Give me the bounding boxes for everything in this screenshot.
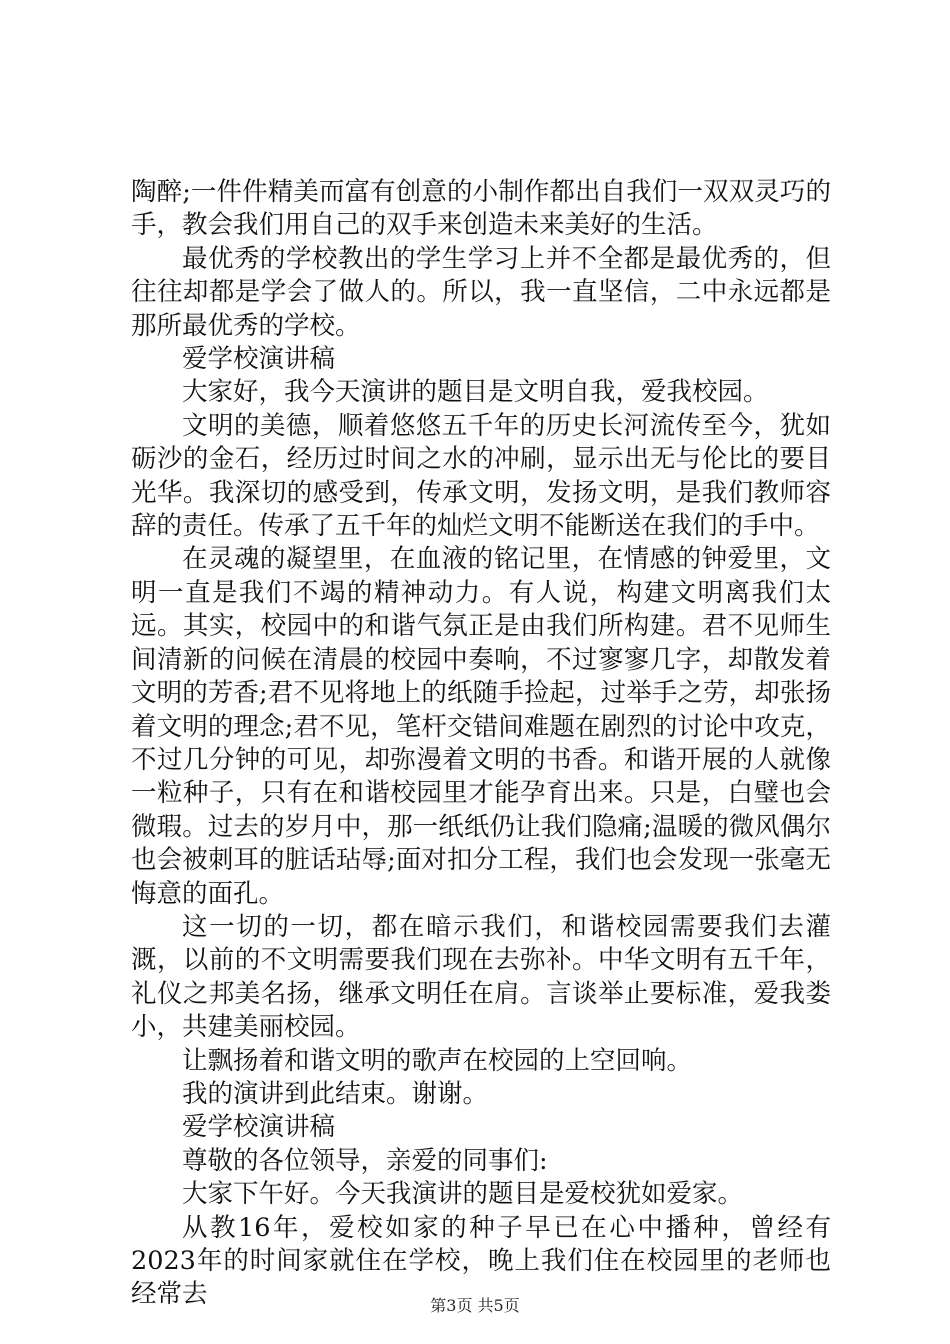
section-title-1: 爱学校演讲稿 [182,344,336,375]
paragraph-11: 从教16年，爱校如家的种子早已在心中播种，曾经有2023年的时间家就住在学校，晚上我们住在校园里的老师也经常去 [131,1212,831,1310]
paragraph-3: 大家好，我今天演讲的题目是文明自我，爱我校园。 [182,377,769,408]
paragraph-8: 我的演讲到此结束。谢谢。 [182,1078,489,1109]
paragraph-6: 这一切的一切，都在暗示我们，和谐校园需要我们去灌溉，以前的不文明需要我们现在去弥补。中华文明有五千年，礼仪之邦美名扬，继承文明任在肩。言谈举止要标准，爱我娄小，共建美丽校园。 [131,911,831,1043]
paragraph-5: 在灵魂的凝望里，在血液的铭记里，在情感的钟爱里，文明一直是我们不竭的精神动力。有人说，构建文明离我们太远。其实，校园中的和谐气氛正是由我们所构建。君不见师生间清新的问候在清晨的校园中奏响，不过寥寥几字，却散发着文明的芳香;君不见将地上的纸随手捡起，过举手之劳，却张扬着文明的理念;君不见，笔杆交错间难题在剧烈的讨论中攻克，不过几分钟的可见，却弥漫着文明的书香。和谐开展的人就像一粒种子，只有在和谐校园里才能孕育出来。只是，白璧也会微瑕。过去的岁月中，那一纸纸仍让我们隐痛;温暖的微风偶尔也会被刺耳的脏话玷辱;面对扣分工程，我们也会发现一张毫无悔意的面孔。 [131,544,831,909]
paragraph-10: 大家下午好。今天我演讲的题目是爱校犹如爱家。 [182,1179,744,1210]
paragraph-4: 文明的美德，顺着悠悠五千年的历史长河流传至今，犹如砺沙的金石，经历过时间之水的冲刷，显示出无与伦比的要目光华。我深切的感受到，传承文明，发扬文明，是我们教师容辞的责任。传承了五千年的灿烂文明不能断送在我们的手中。 [131,410,831,542]
paragraph-9: 尊敬的各位领导，亲爱的同事们: [182,1145,548,1176]
section-title-2: 爱学校演讲稿 [182,1112,336,1143]
document-body [131,176,831,1312]
paragraph-7: 让飘扬着和谐文明的歌声在校园的上空回响。 [182,1045,693,1076]
page-number-footer: 第3页 共5页 [430,1296,520,1315]
paragraph-2: 最优秀的学校教出的学生学习上并不全都是最优秀的，但往往却都是学会了做人的。所以，我一直坚信，二中永远都是那所最优秀的学校。 [131,243,831,341]
paragraph-1: 陶醉;一件件精美而富有创意的小制作都出自我们一双双灵巧的手，教会我们用自己的双手来创造未来美好的生活。 [131,177,831,241]
